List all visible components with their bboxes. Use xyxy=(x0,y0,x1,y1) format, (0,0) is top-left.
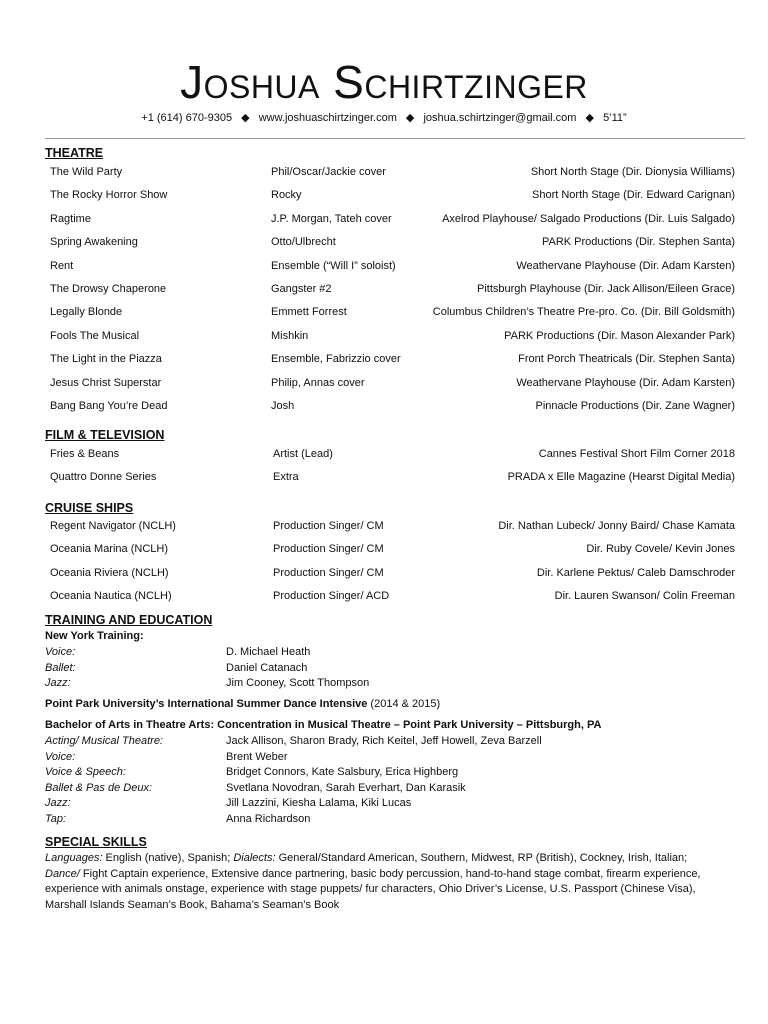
credit-company: Columbus Children’s Theatre Pre-pro. Co. (Dir. Bill Goldsmith) xyxy=(432,306,735,319)
training-instructors: Brent Weber xyxy=(226,750,288,763)
ba-heading: Bachelor of Arts in Theatre Arts: Concentration in Musical Theatre – Point Park University – Pittsburgh, PA xyxy=(45,719,602,731)
skills-paragraph xyxy=(45,851,725,913)
cruise-heading: CRUISE SHIPS xyxy=(45,501,134,515)
training-instructors: Daniel Catanach xyxy=(226,661,308,674)
credit-role: Mishkin xyxy=(271,329,309,342)
credit-role: Gangster #2 xyxy=(271,283,332,295)
theatre-row xyxy=(50,304,735,320)
credit-role: Production Singer/ CM xyxy=(273,566,384,579)
credit-company: Axelrod Playhouse/ Salgado Productions (Dir. Luis Salgado) xyxy=(442,212,735,225)
credit-title: The Rocky Horror Show xyxy=(50,189,168,202)
header-divider xyxy=(45,138,745,139)
ppu-intensive xyxy=(45,697,440,712)
credit-title: Oceania Riviera (NCLH) xyxy=(50,566,169,579)
cruise-row xyxy=(50,541,735,557)
credit-title: Oceania Nautica (NCLH) xyxy=(50,590,172,603)
training-discipline: Ballet & Pas de Deux: xyxy=(45,781,153,794)
training-instructors: Jill Lazzini, Kiesha Lalama, Kiki Lucas xyxy=(226,797,412,809)
credit-company: Pittsburgh Playhouse (Dir. Jack Allison/Eileen Grace) xyxy=(476,283,735,295)
credit-title: The Drowsy Chaperone xyxy=(50,283,167,295)
training-instructors: Jack Allison, Sharon Brady, Rich Keitel, Jeff Howell, Zeva Barzell xyxy=(226,735,542,747)
diamond-separator-icon: ◆ xyxy=(241,112,250,124)
training-discipline: Acting/ Musical Theatre: xyxy=(45,735,163,747)
languages-label: Languages: xyxy=(45,852,103,864)
theatre-row xyxy=(50,164,735,180)
credit-company: PARK Productions (Dir. Mason Alexander Park) xyxy=(504,329,735,342)
film-row xyxy=(50,446,735,462)
credit-title: Quattro Donne Series xyxy=(50,471,157,484)
credit-company: PRADA x Elle Magazine (Hearst Digital Media) xyxy=(507,471,735,484)
credit-company: Dir. Karlene Pektus/ Caleb Damschroder xyxy=(536,566,735,579)
skills-heading: SPECIAL SKILLS xyxy=(45,835,147,849)
languages-text: English (native), Spanish; xyxy=(102,852,234,864)
ppu-intensive-years: (2014 & 2015) xyxy=(367,698,441,710)
email-link[interactable]: joshua.schirtzinger@gmail.com xyxy=(423,112,577,124)
theatre-heading: THEATRE xyxy=(45,146,104,160)
credit-role: Josh xyxy=(271,400,295,412)
credit-company: Weathervane Playhouse (Dir. Adam Karsten) xyxy=(516,376,735,389)
credit-company: Cannes Festival Short Film Corner 2018 xyxy=(538,448,735,460)
credit-role: Rocky xyxy=(271,189,302,202)
website-link[interactable]: www.joshuaschirtzinger.com xyxy=(258,112,397,124)
cruise-row xyxy=(50,518,735,534)
dialects-text: General/Standard American, Southern, Midwest, RP (British), Cockney, Irish, Italian; xyxy=(275,852,688,864)
credit-role: J.P. Morgan, Tateh cover xyxy=(271,212,392,225)
credit-company: Dir. Ruby Covele/ Kevin Jones xyxy=(586,543,735,556)
film-row xyxy=(50,469,735,485)
credit-title: Spring Awakening xyxy=(50,236,138,249)
credit-role: Philip, Annas cover xyxy=(271,376,365,389)
training-instructors: Svetlana Novodran, Sarah Everhart, Dan Karasik xyxy=(226,781,466,794)
credit-role: Extra xyxy=(273,471,299,484)
training-instructors: Anna Richardson xyxy=(226,812,311,825)
dialects-label: Dialects: xyxy=(233,852,276,864)
credit-company: Front Porch Theatricals (Dir. Stephen Santa) xyxy=(518,353,735,366)
credit-company: Dir. Lauren Swanson/ Colin Freeman xyxy=(554,590,735,603)
credit-role: Emmett Forrest xyxy=(271,306,347,319)
phone: +1 (614) 670-9305 xyxy=(141,112,233,124)
film-heading: FILM & TELEVISION xyxy=(45,428,165,442)
theatre-row xyxy=(50,234,735,250)
dance-label: Dance/ xyxy=(45,867,80,880)
credit-company: Short North Stage (Dir. Dionysia Williams) xyxy=(530,166,735,178)
credit-title: Regent Navigator (NCLH) xyxy=(50,520,176,532)
diamond-separator-icon: ◆ xyxy=(405,112,415,124)
diamond-separator-icon: ◆ xyxy=(585,112,594,124)
training-discipline: Jazz: xyxy=(45,677,71,689)
credit-title: Rent xyxy=(50,259,74,272)
credit-role: Phil/Oscar/Jackie cover xyxy=(271,166,386,178)
credit-title: Bang Bang You’re Dead xyxy=(50,400,168,412)
credit-role: Artist (Lead) xyxy=(273,448,333,460)
credit-title: Oceania Marina (NCLH) xyxy=(50,543,168,556)
theatre-row xyxy=(50,351,735,367)
training-instructors: Jim Cooney, Scott Thompson xyxy=(226,677,370,689)
training-discipline: Tap: xyxy=(45,812,67,825)
training-discipline: Voice: xyxy=(45,750,76,763)
credit-title: Ragtime xyxy=(50,212,91,225)
applicant-name: Joshua Schirtzinger xyxy=(180,56,588,108)
credit-role: Production Singer/ ACD xyxy=(273,590,390,603)
credit-company: Dir. Nathan Lubeck/ Jonny Baird/ Chase Kamata xyxy=(498,520,735,532)
credit-title: Fries & Beans xyxy=(50,448,120,460)
training-instructors: Bridget Connors, Kate Salsbury, Erica Highberg xyxy=(226,766,459,778)
theatre-row xyxy=(50,187,735,203)
credit-title: The Light in the Piazza xyxy=(50,353,162,366)
credit-title: Fools The Musical xyxy=(50,329,140,342)
credit-role: Ensemble, Fabrizzio cover xyxy=(271,353,401,366)
height: 5’11” xyxy=(603,112,627,124)
credit-role: Production Singer/ CM xyxy=(273,543,384,556)
credit-company: PARK Productions (Dir. Stephen Santa) xyxy=(541,236,735,249)
credit-title: The Wild Party xyxy=(50,166,123,178)
theatre-row xyxy=(50,328,735,344)
training-discipline: Voice & Speech: xyxy=(45,766,126,778)
training-discipline: Voice: xyxy=(45,646,76,658)
training-instructors: D. Michael Heath xyxy=(226,646,311,658)
credit-company: Short North Stage (Dir. Edward Carignan) xyxy=(532,189,735,202)
theatre-row xyxy=(50,398,735,414)
training-discipline: Ballet: xyxy=(45,661,76,674)
contact-line xyxy=(0,111,768,125)
cruise-row xyxy=(50,565,735,581)
theatre-row xyxy=(50,375,735,391)
theatre-row xyxy=(50,211,735,227)
theatre-row xyxy=(50,258,735,274)
credit-company: Weathervane Playhouse (Dir. Adam Karsten) xyxy=(516,259,735,272)
credit-role: Ensemble (“Will I” soloist) xyxy=(271,259,396,272)
cruise-row xyxy=(50,588,735,604)
training-discipline: Jazz: xyxy=(45,797,71,809)
credit-title: Legally Blonde xyxy=(50,306,123,319)
credit-company: Pinnacle Productions (Dir. Zane Wagner) xyxy=(535,400,735,412)
theatre-row xyxy=(50,281,735,297)
credit-title: Jesus Christ Superstar xyxy=(50,376,162,389)
ny-training-heading: New York Training: xyxy=(45,630,144,642)
training-heading: TRAINING AND EDUCATION xyxy=(45,613,213,627)
ppu-intensive-title: Point Park University’s International Summer Dance Intensive xyxy=(45,698,368,710)
skills-text: Fight Captain experience, Extensive dance partnering, basic body percussion, hand-to-hand stage combat, firearm experience, experience with animals onstage, experience with stage puppets/ fur characters, Ohio Driver’s License, U.S. Passport (Chinese Visa), Marshall Islands Seaman’s Book, Bahama’s Seaman’s Book xyxy=(45,867,701,911)
credit-role: Otto/Ulbrecht xyxy=(271,236,336,249)
credit-role: Production Singer/ CM xyxy=(273,520,384,532)
